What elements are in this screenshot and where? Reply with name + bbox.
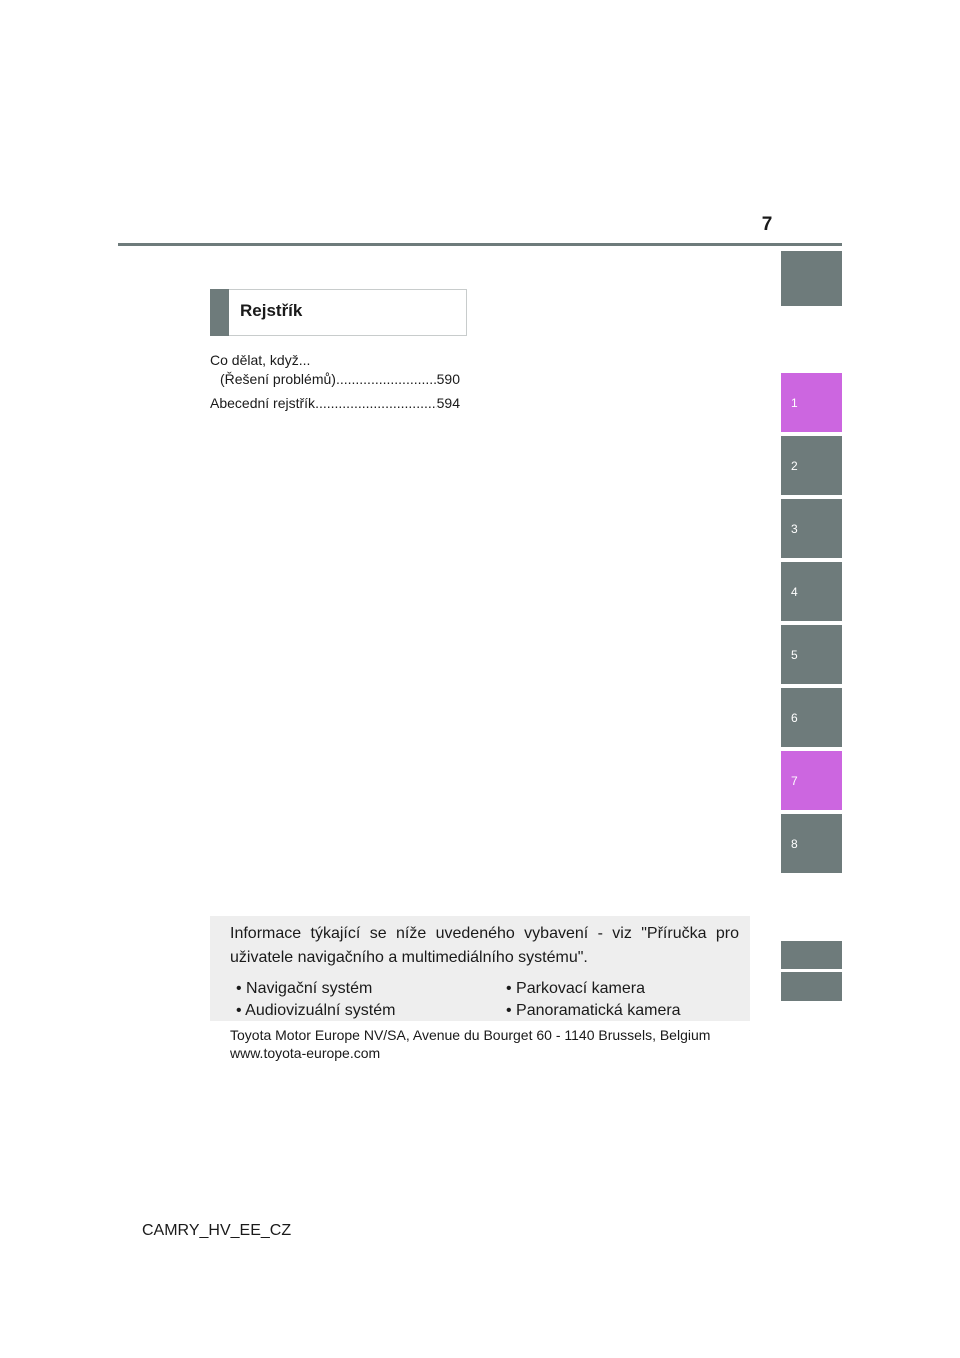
equipment-item: • Navigační systém bbox=[236, 980, 373, 997]
side-tab-bottom-1[interactable] bbox=[781, 941, 842, 969]
equipment-item: • Parkovací kamera bbox=[506, 980, 645, 997]
side-tab-7[interactable]: 7 bbox=[781, 751, 842, 810]
toc-entry-line2: (Řešení problémů) bbox=[220, 371, 336, 387]
toc-entry-index[interactable] bbox=[210, 394, 460, 413]
side-tab-8[interactable]: 8 bbox=[781, 814, 842, 873]
equipment-item: • Panoramatická kamera bbox=[506, 1002, 681, 1019]
header-rule bbox=[118, 243, 842, 246]
side-tab-1[interactable]: 1 bbox=[781, 373, 842, 432]
info-text: Informace týkající se níže uvedeného vybavení - viz "Příručka pro uživatele navigačního a multimediálního systému". bbox=[230, 925, 739, 966]
side-tab-2[interactable]: 2 bbox=[781, 436, 842, 495]
toc-list bbox=[210, 351, 460, 413]
side-tab-6[interactable]: 6 bbox=[781, 688, 842, 747]
toc-entry-troubleshooting[interactable] bbox=[210, 351, 460, 389]
side-tab-bottom-2[interactable] bbox=[781, 972, 842, 1001]
section-title: Rejstřík bbox=[240, 301, 303, 320]
company-address: Toyota Motor Europe NV/SA, Avenue du Bourget 60 - 1140 Brussels, Belgium bbox=[230, 1027, 711, 1043]
side-tab-4[interactable]: 4 bbox=[781, 562, 842, 621]
info-box bbox=[210, 916, 750, 1021]
side-tab-3[interactable]: 3 bbox=[781, 499, 842, 558]
page-number: 7 bbox=[761, 214, 773, 235]
section-header-bar bbox=[210, 289, 229, 336]
toc-entry-line1: Abecední rejstřík bbox=[210, 395, 316, 411]
toc-entry-page: 590 bbox=[436, 371, 460, 387]
footer-address-block bbox=[230, 1026, 710, 1062]
equipment-list bbox=[230, 978, 739, 1022]
side-tab-top[interactable] bbox=[781, 251, 842, 306]
document-code: CAMRY_HV_EE_CZ bbox=[142, 1222, 292, 1239]
equipment-item: • Audiovizuální systém bbox=[236, 1002, 396, 1019]
toc-entry-line1: Co dělat, když... bbox=[210, 352, 311, 368]
toc-entry-page: 594 bbox=[436, 395, 460, 411]
section-header bbox=[210, 289, 467, 336]
company-url[interactable]: www.toyota-europe.com bbox=[230, 1045, 381, 1061]
side-tab-5[interactable]: 5 bbox=[781, 625, 842, 684]
